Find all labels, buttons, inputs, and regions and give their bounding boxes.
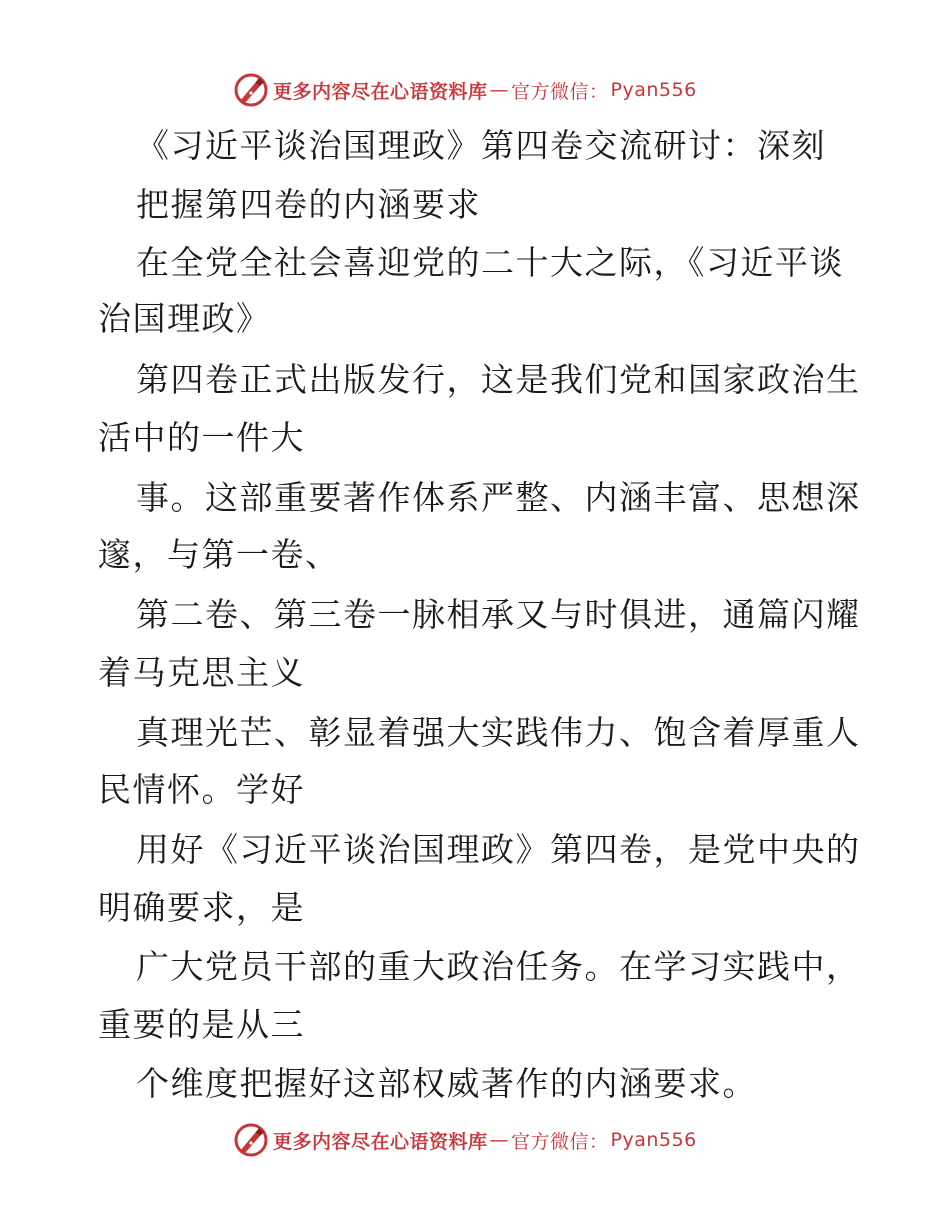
text-line: 治国理政》 xyxy=(98,299,271,338)
text-line: 着马克思主义 xyxy=(98,653,305,692)
text-line: 第四卷正式出版发行，这是我们党和国家政治生 xyxy=(136,360,861,399)
text-line: 在全党全社会喜迎党的二十大之际，《习近平谈 xyxy=(136,243,844,282)
text-line: 明确要求，是 xyxy=(98,888,305,927)
banner-handle: Pyan556 xyxy=(610,79,697,101)
text-line: 事。这部重要著作体系严整、内涵丰富、思想深 xyxy=(136,478,861,517)
title-line-1: 《习近平谈治国理政》第四卷交流研讨：深刻 xyxy=(136,126,826,165)
footer-watermark-banner xyxy=(233,1122,697,1158)
banner-brand-text: 更多内容尽在心语资料库 xyxy=(273,80,488,103)
text-line: 个维度把握好这部权威著作的内涵要求。 xyxy=(136,1064,757,1103)
fountain-pen-circle-icon xyxy=(233,1122,269,1158)
banner-label: 官方微信： xyxy=(511,80,609,103)
banner-dash: — xyxy=(489,79,510,101)
banner-handle: Pyan556 xyxy=(610,1129,697,1151)
text-line: 民情怀。学好 xyxy=(98,770,305,809)
text-line: 邃，与第一卷、 xyxy=(98,535,340,574)
text-line: 用好《习近平谈治国理政》第四卷，是党中央的 xyxy=(136,830,861,869)
header-watermark-banner xyxy=(233,72,697,108)
text-line: 真理光芒、彰显着强大实践伟力、饱含着厚重人 xyxy=(136,713,861,752)
banner-brand-text: 更多内容尽在心语资料库 xyxy=(273,1130,488,1153)
text-line: 第二卷、第三卷一脉相承又与时俱进，通篇闪耀 xyxy=(136,595,861,634)
banner-label: 官方微信： xyxy=(511,1130,609,1153)
title-line-2: 把握第四卷的内涵要求 xyxy=(136,185,481,224)
text-line: 广大党员干部的重大政治任务。在学习实践中， xyxy=(136,947,861,986)
fountain-pen-circle-icon xyxy=(233,72,269,108)
text-line: 活中的一件大 xyxy=(98,418,305,457)
banner-dash: — xyxy=(489,1129,510,1151)
text-line: 重要的是从三 xyxy=(98,1005,305,1044)
